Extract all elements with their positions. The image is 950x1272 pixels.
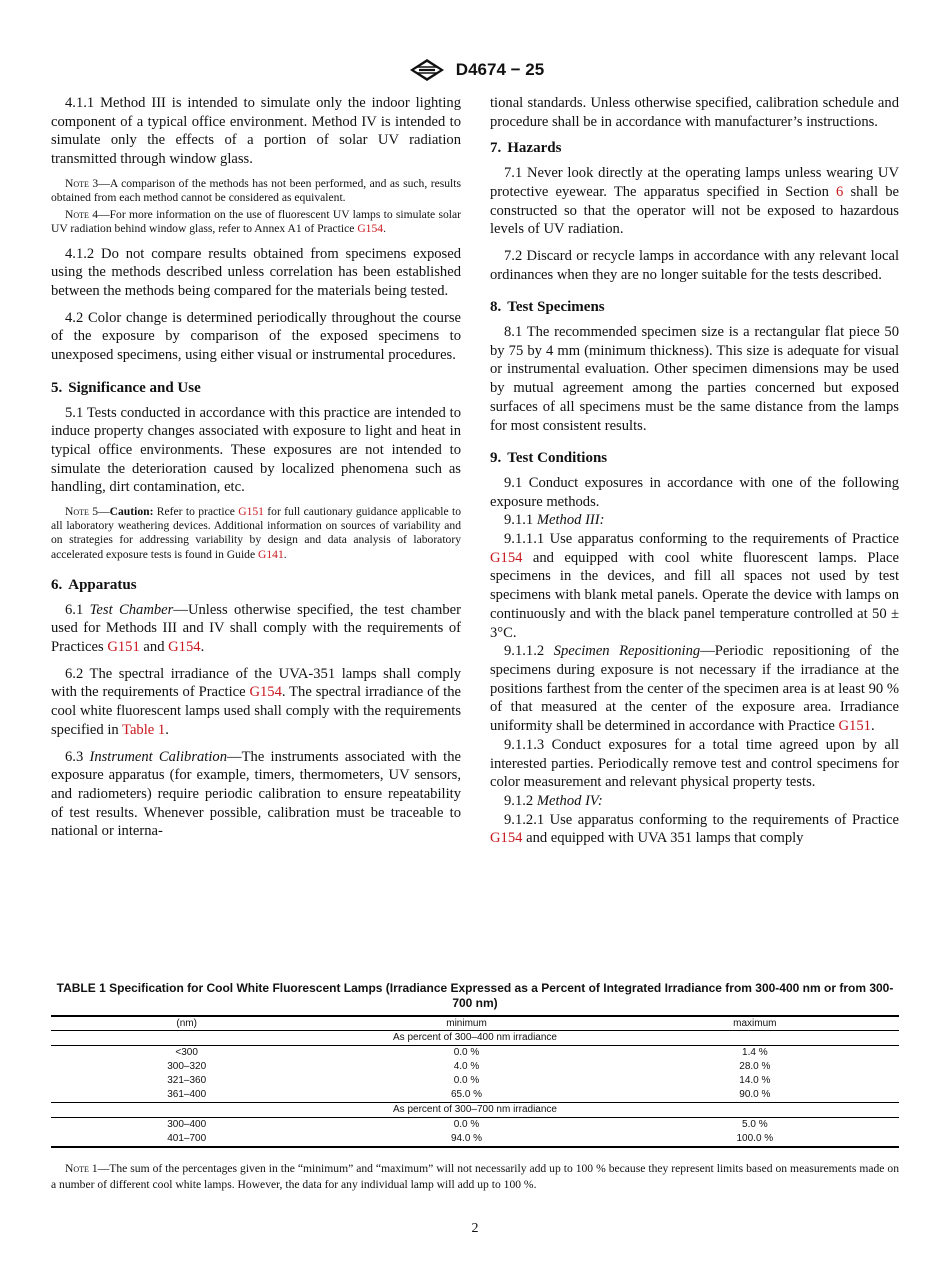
paragraph-9-1-2: 9.1.2 Method IV: [504, 792, 603, 809]
note-label: Note 3 [65, 176, 99, 190]
paragraph-6-3-continued: tional standards. Unless otherwise specified, calibration schedule and procedure shall be in accordance with manufacturer’s instructions. [490, 95, 899, 130]
paragraph-4-1-1: 4.1.1 Method III is intended to simulate only the indoor lighting component of a typical office environment. Method IV is intended to simulate only the effects of a portion of solar UV radiation transmitted through window glass. [51, 95, 461, 168]
paragraph-9-1-1: 9.1.1 Method III: [504, 512, 605, 529]
table-row: <300 0.0 % 1.4 % [175, 1047, 768, 1058]
section-heading-8: 8. Test Specimens [490, 299, 605, 316]
note-4: Note 4—For more information on the use of fluorescent UV lamps to simulate solar UV radiation behind window glass, refer to Annex A1 of Practice G154. [51, 208, 461, 236]
paragraph-9-1-2-1: 9.1.2.1 Use apparatus conforming to the requirements of Practice G154 and equipped with UVA 351 lamps that comply [490, 811, 899, 847]
page-number: 2 [471, 1221, 479, 1236]
page-header [0, 57, 950, 83]
paragraph-6-3: 6.3 Instrument Calibration—The instruments associated with the exposure apparatus (for example, timers, thermometers, UV sensors, and radiometers) require periodic calibration to ensure repeatability of test results. Whenever possible, calibration must be traceable to national or interna- [51, 748, 461, 840]
header-maximum: maximum [733, 1018, 777, 1029]
section-heading-5: 5. Significance and Use [51, 379, 201, 396]
section-heading-6: 6. Apparatus [51, 576, 137, 593]
paragraph-9-1-1-1: 9.1.1.1 Use apparatus conforming to the requirements of Practice G154 and equipped with cool white fluorescent lamps. Place specimens in the devices, and fill all spaces not used by test specimens with blank metal panels. Operate the device with lamps on continuously and with the black panel temperature controlled at 50 ± 3°C. [490, 531, 899, 641]
table-row: 321–360 0.0 % 14.0 % [167, 1075, 771, 1086]
table-section-row: As percent of 300–700 nm irradiance [51, 1103, 899, 1118]
table-row: 300–400 0.0 % 5.0 % [167, 1119, 768, 1130]
section-heading-9: 9. Test Conditions [490, 450, 608, 467]
paragraph-6-2: 6.2 The spectral irradiance of the UVA-351 lamps shall comply with the requirements of Practice G154. The spectral irradiance of the cool white fluorescent lamps used shall comply with the requirements specified in Table 1. [51, 665, 461, 738]
note-5: Note 5—Caution: Refer to practice G151 for full cautionary guidance applicable to all laboratory weathering devices. Additional information on sources of variability and on strategies for addressing variability by design and data analysis of laboratory accelerated exposure tests is found in Guide G141. [51, 505, 461, 561]
link-table-1[interactable]: Table 1 [122, 721, 166, 738]
table-row: 300–320 4.0 % 28.0 % [167, 1061, 771, 1072]
note-label: Note 4 [65, 208, 98, 222]
table-row: 401–700 94.0 % 100.0 % [51, 1132, 899, 1147]
header-nm: (nm) [176, 1018, 197, 1029]
link-g151[interactable]: G151 [107, 638, 140, 655]
section-heading-7: 7. Hazards [490, 140, 562, 157]
paragraph-4-2: 4.2 Color change is determined periodically throughout the course of the exposure by comparison of the exposed specimens to unexposed specimens, using either visual or instrumental procedures. [51, 309, 461, 364]
left-column [51, 94, 461, 841]
link-g151[interactable]: G151 [838, 718, 871, 735]
astm-logo-icon [406, 57, 448, 83]
link-section-6[interactable]: 6 [836, 183, 844, 200]
link-g154[interactable]: G154 [168, 638, 201, 655]
header-minimum: minimum [446, 1018, 487, 1029]
link-g154[interactable]: G154 [490, 549, 523, 566]
table-note-1: Note 1—The sum of the percentages given in the “minimum” and “maximum” will not necessarily add up to 100 % because they represent limits based on measurements made on a number of different cool white lamps. However, the data for any individual lamp will add up to 100 %. [51, 1162, 900, 1191]
paragraph-9-1-1-2: 9.1.1.2 Specimen Repositioning—Periodic repositioning of the specimens during exposure is not necessary if the irradiance at the positions farthest from the center of the specimen area is at least 90 % of that measured at the center of the exposure area. Irradiance uniformity shall be determined in accordance with Practice G151. [490, 643, 899, 735]
paragraph-8-1: 8.1 The recommended specimen size is a rectangular flat piece 50 by 75 by 4 mm (minimum thickness). This size is adequate for visual or instrumental evaluation. Other specimen dimensions may be used by mutual agreement among the parties concerned but exposed surfaces of all specimens must be the same distance from the lamps for most consistent results. [490, 324, 899, 434]
table-1 [51, 981, 899, 1148]
link-g154[interactable]: G154 [490, 830, 523, 847]
paragraph-7-2: 7.2 Discard or recycle lamps in accordance with any relevant local ordinances when they are no longer suitable for the tests described. [490, 247, 899, 283]
paragraph-4-1-2: 4.1.2 Do not compare results obtained from specimens exposed using the methods described unless correlation has been established between the methods being compared for the materials being tested. [51, 245, 461, 300]
paragraph-6-1: 6.1 Test Chamber—Unless otherwise specified, the test chamber used for Methods III and IV shall comply with the requirements of Practices G151 and G154. [51, 601, 461, 655]
paragraph-5-1: 5.1 Tests conducted in accordance with this practice are intended to induce property changes associated with exposure to light and heat in typical office environments. These exposures are not intended to simulate the deterioration caused by localized phenomena such as handling, dirt contamination, etc. [51, 404, 461, 496]
document-id: D4674 − 25 [455, 60, 545, 79]
table-header-row [51, 1016, 899, 1031]
link-g154[interactable]: G154 [357, 222, 384, 236]
paragraph-7-1: 7.1 Never look directly at the operating lamps unless wearing UV protective eyewear. The apparatus specified in Section 6 shall be constructed so that the operator will not be exposed to hazardous levels of UV radiation. [490, 165, 899, 238]
note-3: Note 3—A comparison of the methods has not been performed, and as such, results obtained from each method cannot be considered as equivalent. [51, 176, 461, 205]
table-row: 361–400 65.0 % 90.0 % [167, 1089, 771, 1100]
link-g154[interactable]: G154 [249, 684, 282, 701]
spec-table [51, 1015, 899, 1148]
link-g151[interactable]: G151 [238, 505, 264, 519]
table-title: TABLE 1 Specification for Cool White Fluorescent Lamps (Irradiance Expressed as a Percent of Integrated Irradiance from 300-400 nm or from 300-700 nm) [56, 981, 894, 1010]
paragraph-9-1-1-3: 9.1.1.3 Conduct exposures for a total time agreed upon by all interested parties. Periodically remove test and control specimens for color measurement and relevant physical property tests. [490, 736, 899, 791]
table-section-row: As percent of 300–400 nm irradiance [51, 1031, 899, 1046]
note-label: Note 5 [65, 505, 99, 519]
link-g141[interactable]: G141 [258, 547, 284, 561]
paragraph-9-1: 9.1 Conduct exposures in accordance with one of the following exposure methods. [490, 474, 899, 510]
note-label: Note 1 [65, 1162, 98, 1175]
right-column [490, 94, 899, 848]
